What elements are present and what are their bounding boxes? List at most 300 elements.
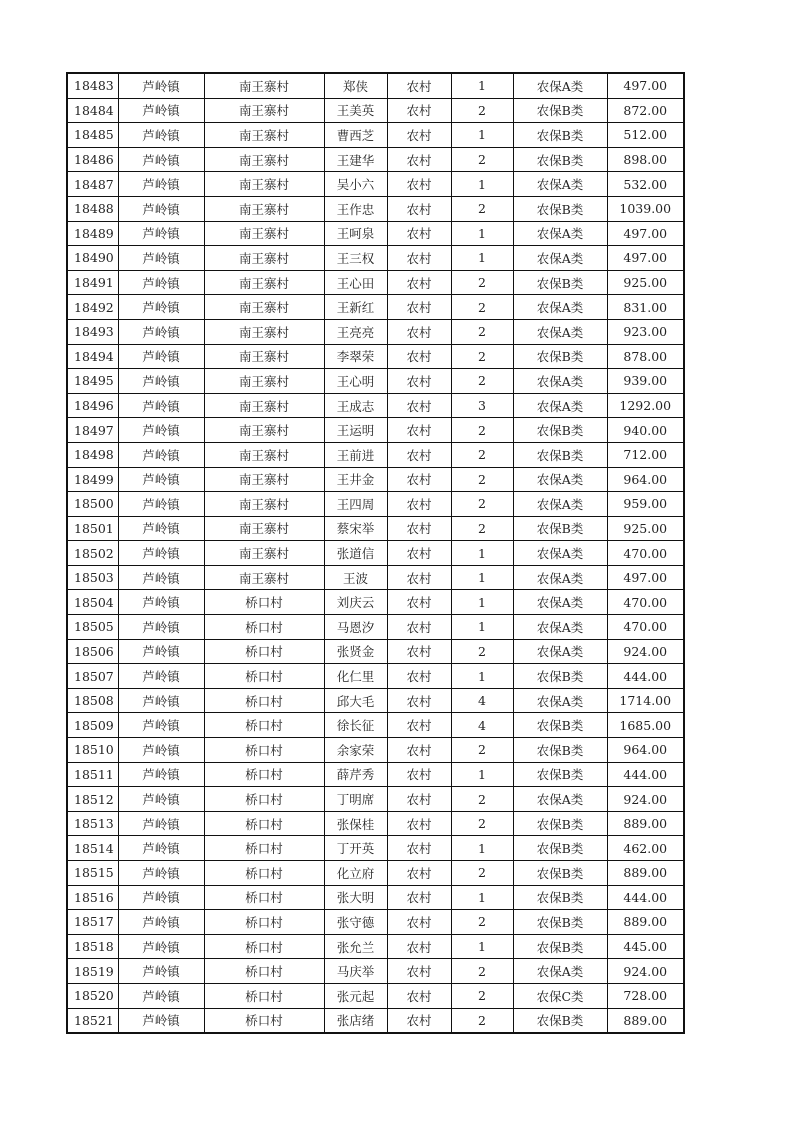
household-type-cell: 农村 [387, 811, 451, 836]
name-cell: 马恩汐 [324, 615, 387, 640]
serial-number-cell: 18511 [67, 762, 118, 787]
serial-number-cell: 18508 [67, 688, 118, 713]
table-row [67, 713, 684, 738]
household-type-cell: 农村 [387, 123, 451, 148]
amount-cell: 831.00 [607, 295, 684, 320]
table-row [67, 861, 684, 886]
village-cell: 桥口村 [204, 959, 324, 984]
amount-cell: 923.00 [607, 319, 684, 344]
village-cell: 南王寨村 [204, 270, 324, 295]
serial-number-cell: 18490 [67, 246, 118, 271]
table-row [67, 295, 684, 320]
insurance-category-cell: 农保A类 [513, 565, 607, 590]
town-cell: 芦岭镇 [118, 885, 204, 910]
town-cell: 芦岭镇 [118, 442, 204, 467]
family-size-cell: 4 [451, 688, 513, 713]
amount-cell: 470.00 [607, 590, 684, 615]
insurance-category-cell: 农保A类 [513, 172, 607, 197]
village-cell: 南王寨村 [204, 369, 324, 394]
amount-cell: 898.00 [607, 147, 684, 172]
village-cell: 南王寨村 [204, 172, 324, 197]
village-cell: 南王寨村 [204, 516, 324, 541]
household-type-cell: 农村 [387, 910, 451, 935]
family-size-cell: 2 [451, 639, 513, 664]
town-cell: 芦岭镇 [118, 270, 204, 295]
town-cell: 芦岭镇 [118, 738, 204, 763]
family-size-cell: 1 [451, 615, 513, 640]
village-cell: 南王寨村 [204, 319, 324, 344]
insurance-category-cell: 农保A类 [513, 467, 607, 492]
serial-number-cell: 18509 [67, 713, 118, 738]
serial-number-cell: 18518 [67, 934, 118, 959]
name-cell: 吴小六 [324, 172, 387, 197]
amount-cell: 924.00 [607, 639, 684, 664]
household-type-cell: 农村 [387, 295, 451, 320]
serial-number-cell: 18483 [67, 73, 118, 98]
table-row [67, 688, 684, 713]
insurance-category-cell: 农保A类 [513, 959, 607, 984]
serial-number-cell: 18494 [67, 344, 118, 369]
household-type-cell: 农村 [387, 861, 451, 886]
insurance-category-cell: 农保B类 [513, 861, 607, 886]
serial-number-cell: 18506 [67, 639, 118, 664]
amount-cell: 959.00 [607, 492, 684, 517]
serial-number-cell: 18516 [67, 885, 118, 910]
insurance-category-cell: 农保A类 [513, 369, 607, 394]
name-cell: 王心明 [324, 369, 387, 394]
family-size-cell: 2 [451, 98, 513, 123]
family-size-cell: 1 [451, 246, 513, 271]
town-cell: 芦岭镇 [118, 295, 204, 320]
family-size-cell: 1 [451, 73, 513, 98]
village-cell: 桥口村 [204, 885, 324, 910]
amount-cell: 1292.00 [607, 393, 684, 418]
village-cell: 南王寨村 [204, 418, 324, 443]
name-cell: 徐长征 [324, 713, 387, 738]
insurance-category-cell: 农保B类 [513, 516, 607, 541]
serial-number-cell: 18487 [67, 172, 118, 197]
name-cell: 王四周 [324, 492, 387, 517]
town-cell: 芦岭镇 [118, 664, 204, 689]
family-size-cell: 2 [451, 344, 513, 369]
name-cell: 王波 [324, 565, 387, 590]
family-size-cell: 1 [451, 934, 513, 959]
name-cell: 郑侠 [324, 73, 387, 98]
town-cell: 芦岭镇 [118, 123, 204, 148]
amount-cell: 924.00 [607, 959, 684, 984]
serial-number-cell: 18510 [67, 738, 118, 763]
town-cell: 芦岭镇 [118, 393, 204, 418]
town-cell: 芦岭镇 [118, 910, 204, 935]
household-type-cell: 农村 [387, 541, 451, 566]
insurance-category-cell: 农保A类 [513, 590, 607, 615]
table-row [67, 1008, 684, 1033]
household-type-cell: 农村 [387, 196, 451, 221]
serial-number-cell: 18499 [67, 467, 118, 492]
amount-cell: 497.00 [607, 565, 684, 590]
amount-cell: 470.00 [607, 541, 684, 566]
insurance-category-cell: 农保B类 [513, 738, 607, 763]
name-cell: 王建华 [324, 147, 387, 172]
table-row [67, 172, 684, 197]
town-cell: 芦岭镇 [118, 983, 204, 1008]
village-cell: 南王寨村 [204, 221, 324, 246]
household-type-cell: 农村 [387, 713, 451, 738]
village-cell: 南王寨村 [204, 492, 324, 517]
name-cell: 李翠荣 [324, 344, 387, 369]
family-size-cell: 2 [451, 442, 513, 467]
insurance-category-cell: 农保B类 [513, 811, 607, 836]
family-size-cell: 1 [451, 885, 513, 910]
table-row [67, 442, 684, 467]
village-cell: 桥口村 [204, 836, 324, 861]
household-type-cell: 农村 [387, 885, 451, 910]
household-type-cell: 农村 [387, 787, 451, 812]
household-type-cell: 农村 [387, 738, 451, 763]
village-cell: 桥口村 [204, 762, 324, 787]
town-cell: 芦岭镇 [118, 615, 204, 640]
household-type-cell: 农村 [387, 983, 451, 1008]
town-cell: 芦岭镇 [118, 196, 204, 221]
table-row [67, 73, 684, 98]
amount-cell: 512.00 [607, 123, 684, 148]
family-size-cell: 1 [451, 565, 513, 590]
table-row [67, 516, 684, 541]
village-cell: 桥口村 [204, 934, 324, 959]
name-cell: 张大明 [324, 885, 387, 910]
family-size-cell: 2 [451, 787, 513, 812]
serial-number-cell: 18485 [67, 123, 118, 148]
amount-cell: 939.00 [607, 369, 684, 394]
name-cell: 丁开英 [324, 836, 387, 861]
town-cell: 芦岭镇 [118, 492, 204, 517]
town-cell: 芦岭镇 [118, 467, 204, 492]
town-cell: 芦岭镇 [118, 590, 204, 615]
serial-number-cell: 18504 [67, 590, 118, 615]
name-cell: 王心田 [324, 270, 387, 295]
table-row [67, 565, 684, 590]
family-size-cell: 2 [451, 467, 513, 492]
village-cell: 南王寨村 [204, 344, 324, 369]
insurance-category-cell: 农保B类 [513, 885, 607, 910]
insurance-category-cell: 农保A类 [513, 73, 607, 98]
table-row [67, 959, 684, 984]
household-type-cell: 农村 [387, 172, 451, 197]
village-cell: 桥口村 [204, 738, 324, 763]
town-cell: 芦岭镇 [118, 787, 204, 812]
name-cell: 王作忠 [324, 196, 387, 221]
insurance-category-cell: 农保A类 [513, 221, 607, 246]
name-cell: 张保桂 [324, 811, 387, 836]
name-cell: 王美英 [324, 98, 387, 123]
table-row [67, 221, 684, 246]
amount-cell: 470.00 [607, 615, 684, 640]
household-type-cell: 农村 [387, 492, 451, 517]
insurance-category-cell: 农保A类 [513, 492, 607, 517]
village-cell: 南王寨村 [204, 467, 324, 492]
village-cell: 南王寨村 [204, 147, 324, 172]
household-type-cell: 农村 [387, 442, 451, 467]
table-row [67, 615, 684, 640]
serial-number-cell: 18498 [67, 442, 118, 467]
household-type-cell: 农村 [387, 1008, 451, 1033]
village-cell: 南王寨村 [204, 98, 324, 123]
town-cell: 芦岭镇 [118, 369, 204, 394]
serial-number-cell: 18512 [67, 787, 118, 812]
amount-cell: 497.00 [607, 221, 684, 246]
insurance-category-cell: 农保B类 [513, 147, 607, 172]
village-cell: 南王寨村 [204, 196, 324, 221]
village-cell: 南王寨村 [204, 541, 324, 566]
village-cell: 南王寨村 [204, 123, 324, 148]
village-cell: 桥口村 [204, 861, 324, 886]
serial-number-cell: 18505 [67, 615, 118, 640]
insurance-category-cell: 农保C类 [513, 983, 607, 1008]
amount-cell: 889.00 [607, 1008, 684, 1033]
name-cell: 王亮亮 [324, 319, 387, 344]
insurance-category-cell: 农保B类 [513, 762, 607, 787]
town-cell: 芦岭镇 [118, 565, 204, 590]
table-body [67, 73, 684, 1033]
amount-cell: 964.00 [607, 738, 684, 763]
serial-number-cell: 18520 [67, 983, 118, 1008]
insurance-category-cell: 农保A类 [513, 639, 607, 664]
amount-cell: 940.00 [607, 418, 684, 443]
table-row [67, 418, 684, 443]
insurance-category-cell: 农保B类 [513, 270, 607, 295]
amount-cell: 925.00 [607, 270, 684, 295]
insurance-category-cell: 农保A类 [513, 541, 607, 566]
family-size-cell: 2 [451, 910, 513, 935]
name-cell: 王前进 [324, 442, 387, 467]
town-cell: 芦岭镇 [118, 319, 204, 344]
village-cell: 南王寨村 [204, 246, 324, 271]
name-cell: 张贤金 [324, 639, 387, 664]
town-cell: 芦岭镇 [118, 836, 204, 861]
town-cell: 芦岭镇 [118, 344, 204, 369]
serial-number-cell: 18495 [67, 369, 118, 394]
insurance-category-cell: 农保B类 [513, 664, 607, 689]
village-cell: 桥口村 [204, 664, 324, 689]
amount-cell: 889.00 [607, 910, 684, 935]
serial-number-cell: 18501 [67, 516, 118, 541]
insurance-category-cell: 农保A类 [513, 393, 607, 418]
table-row [67, 147, 684, 172]
insurance-category-cell: 农保B类 [513, 910, 607, 935]
family-size-cell: 2 [451, 196, 513, 221]
village-cell: 南王寨村 [204, 73, 324, 98]
table-row [67, 393, 684, 418]
household-type-cell: 农村 [387, 516, 451, 541]
serial-number-cell: 18515 [67, 861, 118, 886]
name-cell: 王新红 [324, 295, 387, 320]
table-row [67, 246, 684, 271]
household-type-cell: 农村 [387, 664, 451, 689]
household-type-cell: 农村 [387, 319, 451, 344]
insurance-category-cell: 农保B类 [513, 344, 607, 369]
name-cell: 化仁里 [324, 664, 387, 689]
town-cell: 芦岭镇 [118, 541, 204, 566]
serial-number-cell: 18496 [67, 393, 118, 418]
town-cell: 芦岭镇 [118, 418, 204, 443]
insurance-category-cell: 农保A类 [513, 319, 607, 344]
family-size-cell: 2 [451, 959, 513, 984]
serial-number-cell: 18486 [67, 147, 118, 172]
name-cell: 张允兰 [324, 934, 387, 959]
serial-number-cell: 18492 [67, 295, 118, 320]
amount-cell: 444.00 [607, 885, 684, 910]
household-type-cell: 农村 [387, 467, 451, 492]
household-type-cell: 农村 [387, 688, 451, 713]
town-cell: 芦岭镇 [118, 516, 204, 541]
household-type-cell: 农村 [387, 959, 451, 984]
name-cell: 丁明席 [324, 787, 387, 812]
amount-cell: 444.00 [607, 762, 684, 787]
serial-number-cell: 18521 [67, 1008, 118, 1033]
village-cell: 桥口村 [204, 688, 324, 713]
town-cell: 芦岭镇 [118, 172, 204, 197]
insurance-category-cell: 农保B类 [513, 934, 607, 959]
family-size-cell: 1 [451, 664, 513, 689]
name-cell: 张元起 [324, 983, 387, 1008]
household-type-cell: 农村 [387, 565, 451, 590]
village-cell: 桥口村 [204, 1008, 324, 1033]
amount-cell: 532.00 [607, 172, 684, 197]
village-cell: 桥口村 [204, 639, 324, 664]
family-size-cell: 2 [451, 418, 513, 443]
amount-cell: 445.00 [607, 934, 684, 959]
insurance-category-cell: 农保A类 [513, 787, 607, 812]
village-cell: 南王寨村 [204, 442, 324, 467]
family-size-cell: 2 [451, 492, 513, 517]
family-size-cell: 1 [451, 172, 513, 197]
table-row [67, 910, 684, 935]
name-cell: 马庆举 [324, 959, 387, 984]
town-cell: 芦岭镇 [118, 934, 204, 959]
insurance-category-cell: 农保A类 [513, 688, 607, 713]
family-size-cell: 2 [451, 983, 513, 1008]
family-size-cell: 1 [451, 123, 513, 148]
household-type-cell: 农村 [387, 270, 451, 295]
name-cell: 曹西芝 [324, 123, 387, 148]
insurance-category-cell: 农保B类 [513, 123, 607, 148]
serial-number-cell: 18488 [67, 196, 118, 221]
household-type-cell: 农村 [387, 836, 451, 861]
insurance-category-cell: 农保A类 [513, 246, 607, 271]
table-row [67, 836, 684, 861]
village-cell: 南王寨村 [204, 295, 324, 320]
family-size-cell: 2 [451, 270, 513, 295]
household-type-cell: 农村 [387, 590, 451, 615]
table-row [67, 639, 684, 664]
household-type-cell: 农村 [387, 147, 451, 172]
family-size-cell: 2 [451, 147, 513, 172]
insurance-category-cell: 农保B类 [513, 836, 607, 861]
household-type-cell: 农村 [387, 246, 451, 271]
town-cell: 芦岭镇 [118, 221, 204, 246]
name-cell: 王运明 [324, 418, 387, 443]
village-cell: 桥口村 [204, 590, 324, 615]
name-cell: 刘庆云 [324, 590, 387, 615]
family-size-cell: 1 [451, 541, 513, 566]
family-size-cell: 1 [451, 762, 513, 787]
household-type-cell: 农村 [387, 221, 451, 246]
household-type-cell: 农村 [387, 98, 451, 123]
table-row [67, 196, 684, 221]
town-cell: 芦岭镇 [118, 73, 204, 98]
household-type-cell: 农村 [387, 615, 451, 640]
household-type-cell: 农村 [387, 393, 451, 418]
name-cell: 王成志 [324, 393, 387, 418]
family-size-cell: 2 [451, 295, 513, 320]
name-cell: 王三权 [324, 246, 387, 271]
table-row [67, 344, 684, 369]
insurance-category-cell: 农保A类 [513, 295, 607, 320]
amount-cell: 497.00 [607, 246, 684, 271]
name-cell: 张道信 [324, 541, 387, 566]
table-row [67, 319, 684, 344]
town-cell: 芦岭镇 [118, 811, 204, 836]
serial-number-cell: 18500 [67, 492, 118, 517]
insurance-category-cell: 农保A类 [513, 615, 607, 640]
amount-cell: 1685.00 [607, 713, 684, 738]
name-cell: 化立府 [324, 861, 387, 886]
village-cell: 南王寨村 [204, 393, 324, 418]
town-cell: 芦岭镇 [118, 861, 204, 886]
name-cell: 薛芹秀 [324, 762, 387, 787]
family-size-cell: 2 [451, 1008, 513, 1033]
serial-number-cell: 18493 [67, 319, 118, 344]
village-cell: 桥口村 [204, 615, 324, 640]
serial-number-cell: 18497 [67, 418, 118, 443]
data-table [66, 72, 685, 1034]
family-size-cell: 2 [451, 369, 513, 394]
insurance-category-cell: 农保B类 [513, 418, 607, 443]
name-cell: 王井金 [324, 467, 387, 492]
name-cell: 王呵泉 [324, 221, 387, 246]
table-row [67, 123, 684, 148]
village-cell: 桥口村 [204, 910, 324, 935]
amount-cell: 728.00 [607, 983, 684, 1008]
village-cell: 桥口村 [204, 983, 324, 1008]
amount-cell: 925.00 [607, 516, 684, 541]
amount-cell: 712.00 [607, 442, 684, 467]
name-cell: 张店绪 [324, 1008, 387, 1033]
table-row [67, 492, 684, 517]
table-row [67, 467, 684, 492]
amount-cell: 497.00 [607, 73, 684, 98]
serial-number-cell: 18507 [67, 664, 118, 689]
amount-cell: 1714.00 [607, 688, 684, 713]
town-cell: 芦岭镇 [118, 639, 204, 664]
table-row [67, 885, 684, 910]
insurance-category-cell: 农保B类 [513, 713, 607, 738]
table-row [67, 590, 684, 615]
village-cell: 南王寨村 [204, 565, 324, 590]
family-size-cell: 2 [451, 811, 513, 836]
amount-cell: 872.00 [607, 98, 684, 123]
table-row [67, 738, 684, 763]
family-size-cell: 1 [451, 836, 513, 861]
table-row [67, 787, 684, 812]
serial-number-cell: 18517 [67, 910, 118, 935]
family-size-cell: 2 [451, 516, 513, 541]
serial-number-cell: 18514 [67, 836, 118, 861]
town-cell: 芦岭镇 [118, 246, 204, 271]
town-cell: 芦岭镇 [118, 959, 204, 984]
amount-cell: 964.00 [607, 467, 684, 492]
amount-cell: 444.00 [607, 664, 684, 689]
